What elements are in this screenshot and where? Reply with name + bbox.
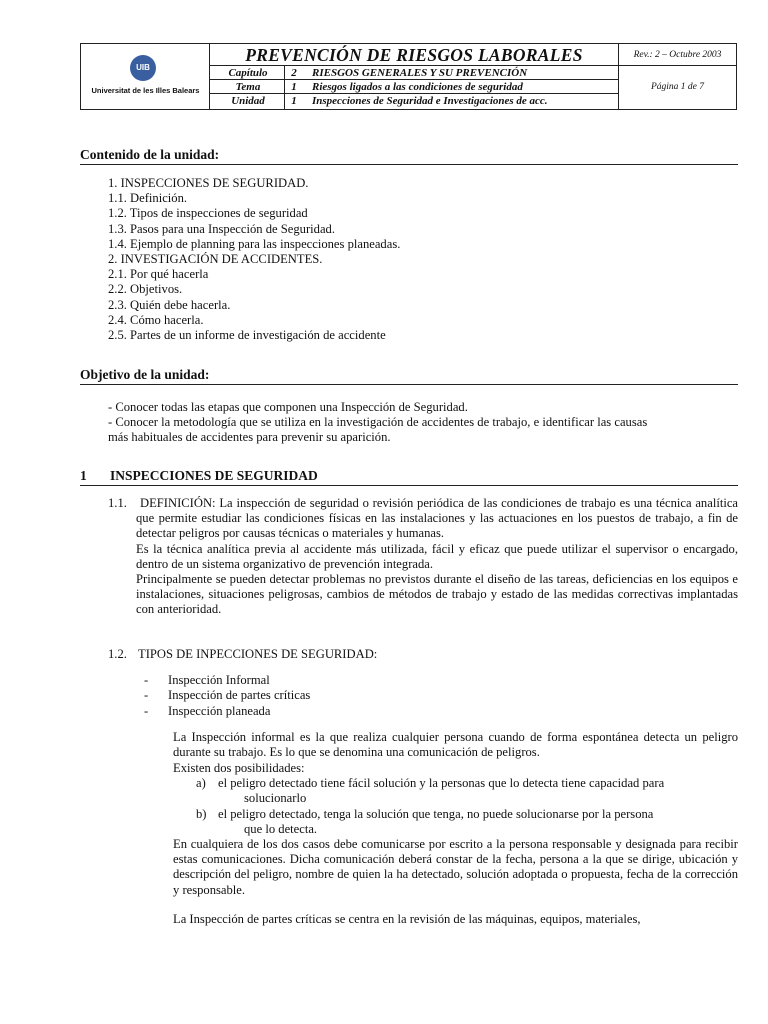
option-a-label: a)	[196, 776, 206, 790]
definicion-paragraph	[136, 496, 738, 618]
list-item: - Inspección de partes críticas	[144, 688, 311, 703]
tipos-title: TIPOS DE INPECCIONES DE SEGURIDAD:	[138, 647, 378, 661]
tipos-number: 1.2.	[108, 647, 127, 661]
row-label: Unidad	[231, 95, 265, 107]
section-1-heading	[80, 468, 738, 486]
option-b-text-1: el peligro detectado, tenga la solución que tenga, no puede solucionarse por la persona	[218, 807, 654, 821]
comunicacion-paragraph: En cualquiera de los dos casos debe comunicarse por escrito a la persona responsable y designada para recibir estas comunicaciones. Dicha comunicación deberá constar de la fecha, persona a la que se dirige, ubicación y descripción del peligro, nombre de quien la ha detectado, solución adoptada o propuesta, fecha de la corrección y responsable.	[173, 837, 738, 897]
row-text: Riesgos ligados a las condiciones de seguridad	[312, 81, 523, 93]
header-row-capitulo	[210, 66, 619, 80]
section-number: 1	[80, 468, 87, 483]
revision-info: Rev.: 2 – Octubre 2003	[619, 44, 736, 66]
row-number: 1	[291, 81, 297, 93]
option-b-text-2: que lo detecta.	[244, 822, 318, 836]
list-item: 2.1. Por qué hacerla	[108, 267, 209, 282]
list-item: 1.4. Ejemplo de planning para las inspecciones planeadas.	[108, 236, 401, 251]
uib-logo: UIB	[130, 55, 156, 81]
section-title: INSPECCIONES DE SEGURIDAD	[110, 468, 318, 483]
row-label: Tema	[235, 81, 261, 93]
option-b-label: b)	[196, 807, 207, 821]
header-row-unidad	[210, 94, 619, 109]
list-item: - Inspección Informal	[144, 673, 270, 687]
contenido-heading: Contenido de la unidad:	[80, 147, 738, 165]
informal-paragraph: La Inspección informal es la que realiza cualquier persona cuando de forma espontánea detecta un peligro durante su trabajo. Es lo que se denomina una comunicación de peligros.	[173, 730, 738, 760]
objetivo-text	[108, 400, 738, 446]
list-item: 1.2. Tipos de inspecciones de seguridad	[108, 206, 308, 221]
university-name: Universitat de les Illes Balears	[91, 86, 200, 95]
definicion-text-1: DEFINICIÓN: La inspección de seguridad o revisión periódica de las condiciones de trabajo es una técnica analítica que permite estudiar las condiciones físicas en las instalaciones y las actuaciones en los puestos de trabajo, a fin de detectar peligros por causas técnicas o materiales y humanas.	[136, 496, 738, 541]
list-item: 2.4. Cómo hacerla.	[108, 312, 204, 327]
list-item: 1. INSPECCIONES DE SEGURIDAD.	[108, 176, 309, 190]
row-label: Capítulo	[228, 67, 268, 79]
tipos-list	[144, 673, 310, 719]
row-text: Inspecciones de Seguridad e Investigaciones de acc.	[312, 95, 548, 107]
list-item: 2. INVESTIGACIÓN DE ACCIDENTES.	[108, 252, 323, 267]
list-item: - Inspección planeada	[144, 703, 271, 718]
list-item: 1.3. Pasos para una Inspección de Seguridad.	[108, 221, 335, 236]
definicion-text-3: Principalmente se pueden detectar problemas no previstos durante el diseño de las tareas, deficiencias en los equipos e instalaciones, situaciones peligrosas, cambios de métodos de trabajo y estado de las medidas correctivas implantadas con anterioridad.	[136, 572, 738, 617]
row-number: 1	[291, 95, 297, 107]
objetivo-line: - Conocer todas las etapas que componen una Inspección de Seguridad.	[108, 400, 468, 414]
page-number: Página 1 de 7	[650, 82, 705, 92]
row-text: RIESGOS GENERALES Y SU PREVENCIÓN	[312, 67, 528, 79]
row-number: 2	[291, 67, 297, 79]
header-row-tema	[210, 80, 619, 94]
document-header	[80, 43, 737, 110]
contenido-list	[108, 176, 738, 343]
document-title: PREVENCIÓN DE RIESGOS LABORALES	[210, 44, 619, 66]
option-a-text-2: solucionarlo	[244, 791, 307, 805]
list-item: 2.3. Quién debe hacerla.	[108, 297, 231, 312]
university-logo-cell	[81, 44, 210, 109]
posibilidades-text: Existen dos posibilidades:	[173, 761, 305, 775]
list-item: 2.5. Partes de un informe de investigación de accidente	[108, 328, 386, 343]
objetivo-line: - Conocer la metodología que se utiliza en la investigación de accidentes de trabajo, e identificar las causas	[108, 415, 648, 430]
objetivo-line: más habituales de accidentes para prevenir su aparición.	[108, 430, 391, 445]
option-a-text-1: el peligro detectado tiene fácil solución y la personas que lo detecta tiene capacidad para	[218, 776, 665, 790]
criticas-paragraph: La Inspección de partes críticas se centra en la revisión de las máquinas, equipos, materiales,	[173, 912, 641, 926]
definicion-number: 1.1.	[108, 496, 127, 510]
list-item: 1.1. Definición.	[108, 191, 188, 206]
list-item: 2.2. Objetivos.	[108, 282, 183, 297]
definicion-text-2: Es la técnica analítica previa al accidente más utilizada, fácil y eficaz que puede utilizar el supervisor o encargado, dentro de un sistema organizativo de prevención integrada.	[136, 541, 738, 571]
objetivo-heading: Objetivo de la unidad:	[80, 367, 738, 385]
